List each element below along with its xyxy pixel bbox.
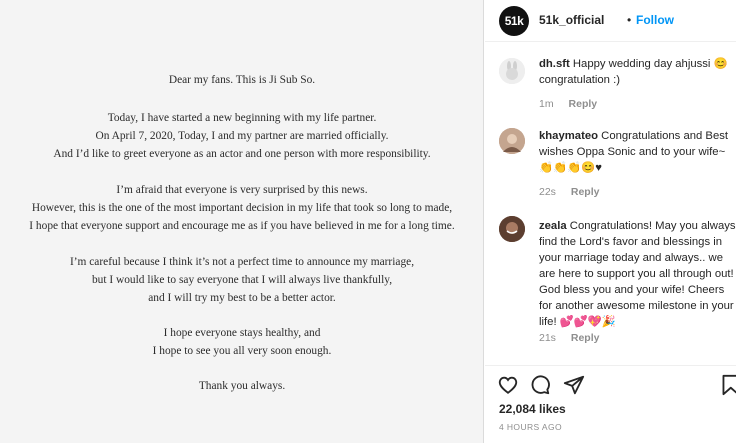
letter-line: and I will try my best to be a better actor. bbox=[148, 292, 336, 304]
like-count[interactable]: 22,084 likes bbox=[499, 402, 566, 416]
letter-line: And I’d like to greet everyone as an actor and one person with more responsibility. bbox=[53, 148, 431, 160]
letter-line: I hope everyone stays healthy, and bbox=[163, 327, 321, 339]
post-header bbox=[485, 0, 736, 42]
letter-line: On April 7, 2020, Today, I and my partner are married officially. bbox=[95, 130, 389, 142]
reply-button[interactable]: Reply bbox=[570, 186, 600, 198]
separator-dot: • bbox=[627, 13, 632, 27]
post-timestamp: 4 HOURS AGO bbox=[499, 422, 562, 432]
person-avatar-icon bbox=[499, 128, 525, 154]
profile-avatar[interactable] bbox=[499, 6, 529, 36]
letter-line: Today, I have started a new beginning with my life partner. bbox=[107, 112, 377, 124]
comment-time: 1m bbox=[539, 98, 554, 110]
reply-button[interactable]: Reply bbox=[570, 332, 600, 344]
post-sidebar bbox=[485, 0, 736, 443]
reply-button[interactable]: Reply bbox=[568, 98, 598, 110]
logo-text: 51k bbox=[504, 14, 524, 28]
commenter-avatar[interactable] bbox=[499, 216, 525, 242]
heart-icon[interactable] bbox=[497, 374, 519, 396]
commenter-avatar[interactable] bbox=[499, 128, 525, 154]
profile-username[interactable]: 51k_official bbox=[539, 13, 605, 27]
comment-username[interactable]: khaymateo bbox=[539, 130, 599, 142]
bookmark-icon[interactable] bbox=[721, 374, 736, 396]
bunny-avatar-icon bbox=[499, 58, 525, 84]
comment-text: Congratulations! May you always find the Lord's favor and blessings in your marriage today and always.. we are here to support you all through out! God bless you and your wife! Cheers for another awesome milestone in your life! 💕💕💖🎉 bbox=[539, 220, 736, 328]
commenter-avatar[interactable] bbox=[499, 58, 525, 84]
letter-line: Thank you always. bbox=[198, 380, 286, 392]
comment-text: Happy wedding day ahjussi 😊 congratulation :) bbox=[539, 58, 728, 86]
comment-time: 21s bbox=[539, 332, 556, 344]
letter-line: I’m afraid that everyone is very surprised by this news. bbox=[116, 184, 368, 196]
follow-button[interactable]: Follow bbox=[636, 13, 674, 27]
letter-line: I hope that everyone support and encourage me as if you have believed in me for a long time. bbox=[29, 220, 455, 232]
letter-line: I’m careful because I think it’s not a perfect time to announce my marriage, bbox=[69, 256, 415, 268]
share-icon[interactable] bbox=[563, 374, 585, 396]
person-avatar-icon bbox=[499, 216, 525, 242]
letter-line: I hope to see you all very soon enough. bbox=[152, 345, 332, 357]
comment-username[interactable]: zeala bbox=[539, 220, 567, 232]
letter-line: but I would like to say everyone that I will always live thankfully, bbox=[91, 274, 393, 286]
comment-icon[interactable] bbox=[529, 374, 551, 396]
comment-time: 22s bbox=[539, 186, 556, 198]
comment-username[interactable]: dh.sft bbox=[539, 58, 570, 70]
letter-line: However, this is the one of the most important decision in my life that took so long to made, bbox=[31, 202, 453, 214]
letter-line: Dear my fans. This is Ji Sub So. bbox=[168, 74, 316, 86]
post-footer bbox=[485, 365, 736, 443]
comment-text: Congratulations and Best wishes Oppa Sonic and to your wife~ 👏👏👏😊♥ bbox=[539, 130, 729, 174]
